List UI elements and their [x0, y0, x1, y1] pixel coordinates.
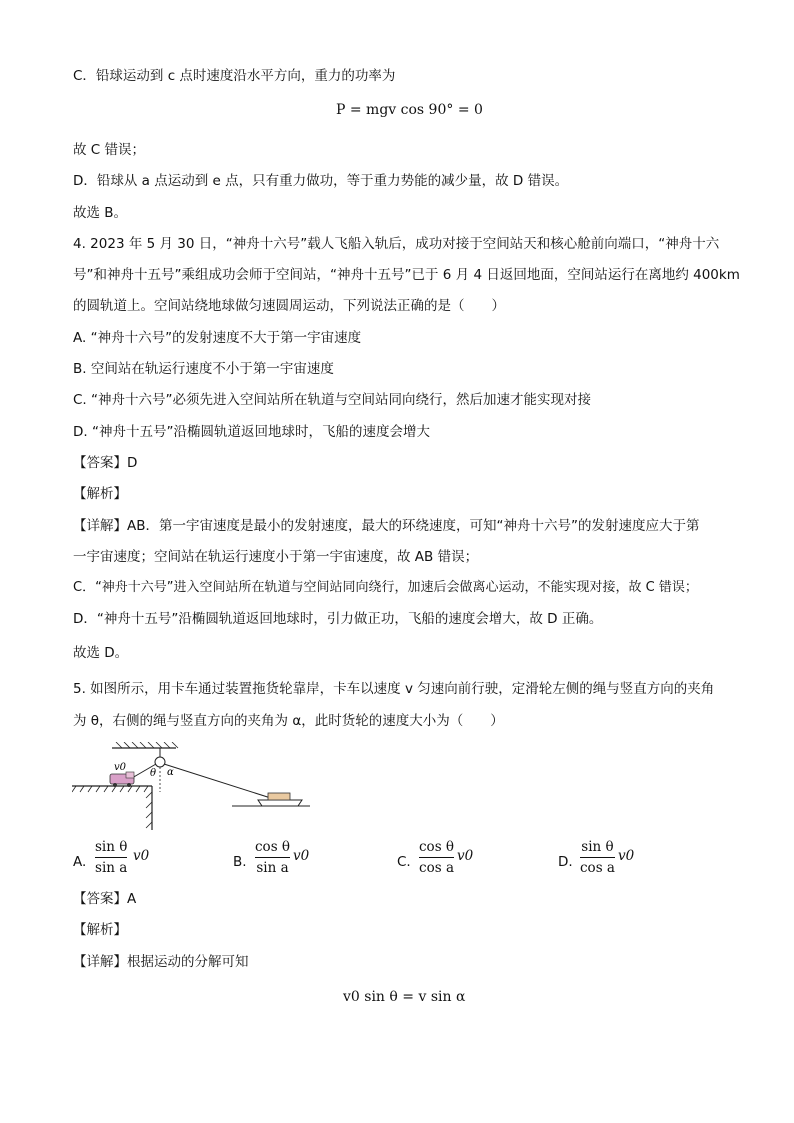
option-a — [73, 838, 213, 888]
option-d — [558, 838, 698, 888]
fraction-numerator: sin θ — [95, 839, 128, 855]
fraction-factor: v0 — [133, 848, 150, 864]
analysis-heading: 【解析】 — [73, 922, 127, 938]
detail-line: 一宇宙速度；空间站在轨运行速度小于第一宇宙速度，故 AB 错误； — [73, 549, 479, 565]
detail-line: C．“神舟十六号”进入空间站所在轨道与空间站同向绕行，加速后会做离心运动，不能实现对接，故 C 错误； — [73, 580, 698, 595]
fraction-denominator: cos a — [419, 860, 454, 876]
text-line: 故 C 错误； — [73, 142, 146, 158]
detail-line: 【详解】AB．第一宇宙速度是最小的发射速度，最大的环绕速度，可知“神舟十六号”的发射速度应大于第 — [73, 518, 700, 534]
option-line: C. “神舟十六号”必须先进入空间站所在轨道与空间站同向绕行，然后加速才能实现对接 — [73, 392, 591, 408]
v0-label: v0 — [114, 762, 127, 773]
equation-velocity: v0 sin θ = v sin α — [343, 989, 466, 1005]
text-line: D．铅球从 a 点运动到 e 点，只有重力做功，等于重力势能的减少量，故 D 错误。 — [73, 173, 569, 189]
alpha-label: α — [167, 767, 174, 778]
option-label: C. — [397, 854, 411, 870]
option-line: D. “神舟十五号”沿椭圆轨道返回地球时，飞船的速度会增大 — [73, 424, 430, 440]
fraction-factor: v0 — [618, 848, 635, 864]
fraction-factor: v0 — [457, 848, 474, 864]
text-line: 故选 D。 — [73, 645, 129, 661]
question-4-line: 号”和神舟十五号”乘组成功会师于空间站，“神舟十五号”已于 6 月 4 日返回地面，空间站运行在离地约 400km — [73, 267, 740, 283]
fraction-denominator: sin a — [256, 860, 289, 876]
equation-power: P = mgv cos 90° = 0 — [336, 102, 483, 118]
text-line: C．铅球运动到 c 点时速度沿水平方向，重力的功率为 — [73, 68, 396, 84]
option-label: D. — [558, 854, 573, 870]
analysis-heading: 【解析】 — [73, 486, 127, 502]
question-5-line: 5. 如图所示，用卡车通过装置拖货轮靠岸，卡车以速度 v 匀速向前行驶，定滑轮左侧的绳与竖直方向的夹角 — [73, 681, 715, 697]
text-line: 故选 B。 — [73, 205, 128, 221]
detail-line: 【详解】根据运动的分解可知 — [73, 954, 249, 970]
option-line: A. “神舟十六号”的发射速度不大于第一宇宙速度 — [73, 330, 362, 346]
option-b — [233, 838, 373, 888]
option-label: B. — [233, 854, 247, 870]
detail-line: D．“神舟十五号”沿椭圆轨道返回地球时，引力做正功，飞船的速度会增大，故 D 正确。 — [73, 611, 603, 627]
option-line: B. 空间站在轨运行速度不小于第一宇宙速度 — [73, 361, 334, 377]
fraction-denominator: cos a — [580, 860, 615, 876]
question-5-line: 为 θ，右侧的绳与竖直方向的夹角为 α，此时货轮的速度大小为（ ） — [73, 713, 504, 729]
pulley-diagram — [72, 742, 312, 834]
answer-heading: 【答案】D — [73, 455, 138, 471]
fraction-denominator: sin a — [95, 860, 128, 876]
option-label: A. — [73, 854, 87, 870]
fraction-numerator: cos θ — [255, 839, 291, 855]
option-c — [397, 838, 537, 888]
theta-label: θ — [150, 768, 157, 779]
fraction-numerator: sin θ — [581, 839, 614, 855]
question-4-line: 的圆轨道上。空间站绕地球做匀速圆周运动，下列说法正确的是（ ） — [73, 298, 505, 314]
fraction-factor: v0 — [293, 848, 310, 864]
answer-heading: 【答案】A — [73, 891, 137, 907]
fraction-numerator: cos θ — [419, 839, 455, 855]
question-4-line: 4. 2023 年 5 月 30 日，“神舟十六号”载人飞船入轨后，成功对接于空间站天和核心舱前向端口，“神舟十六 — [73, 236, 720, 252]
